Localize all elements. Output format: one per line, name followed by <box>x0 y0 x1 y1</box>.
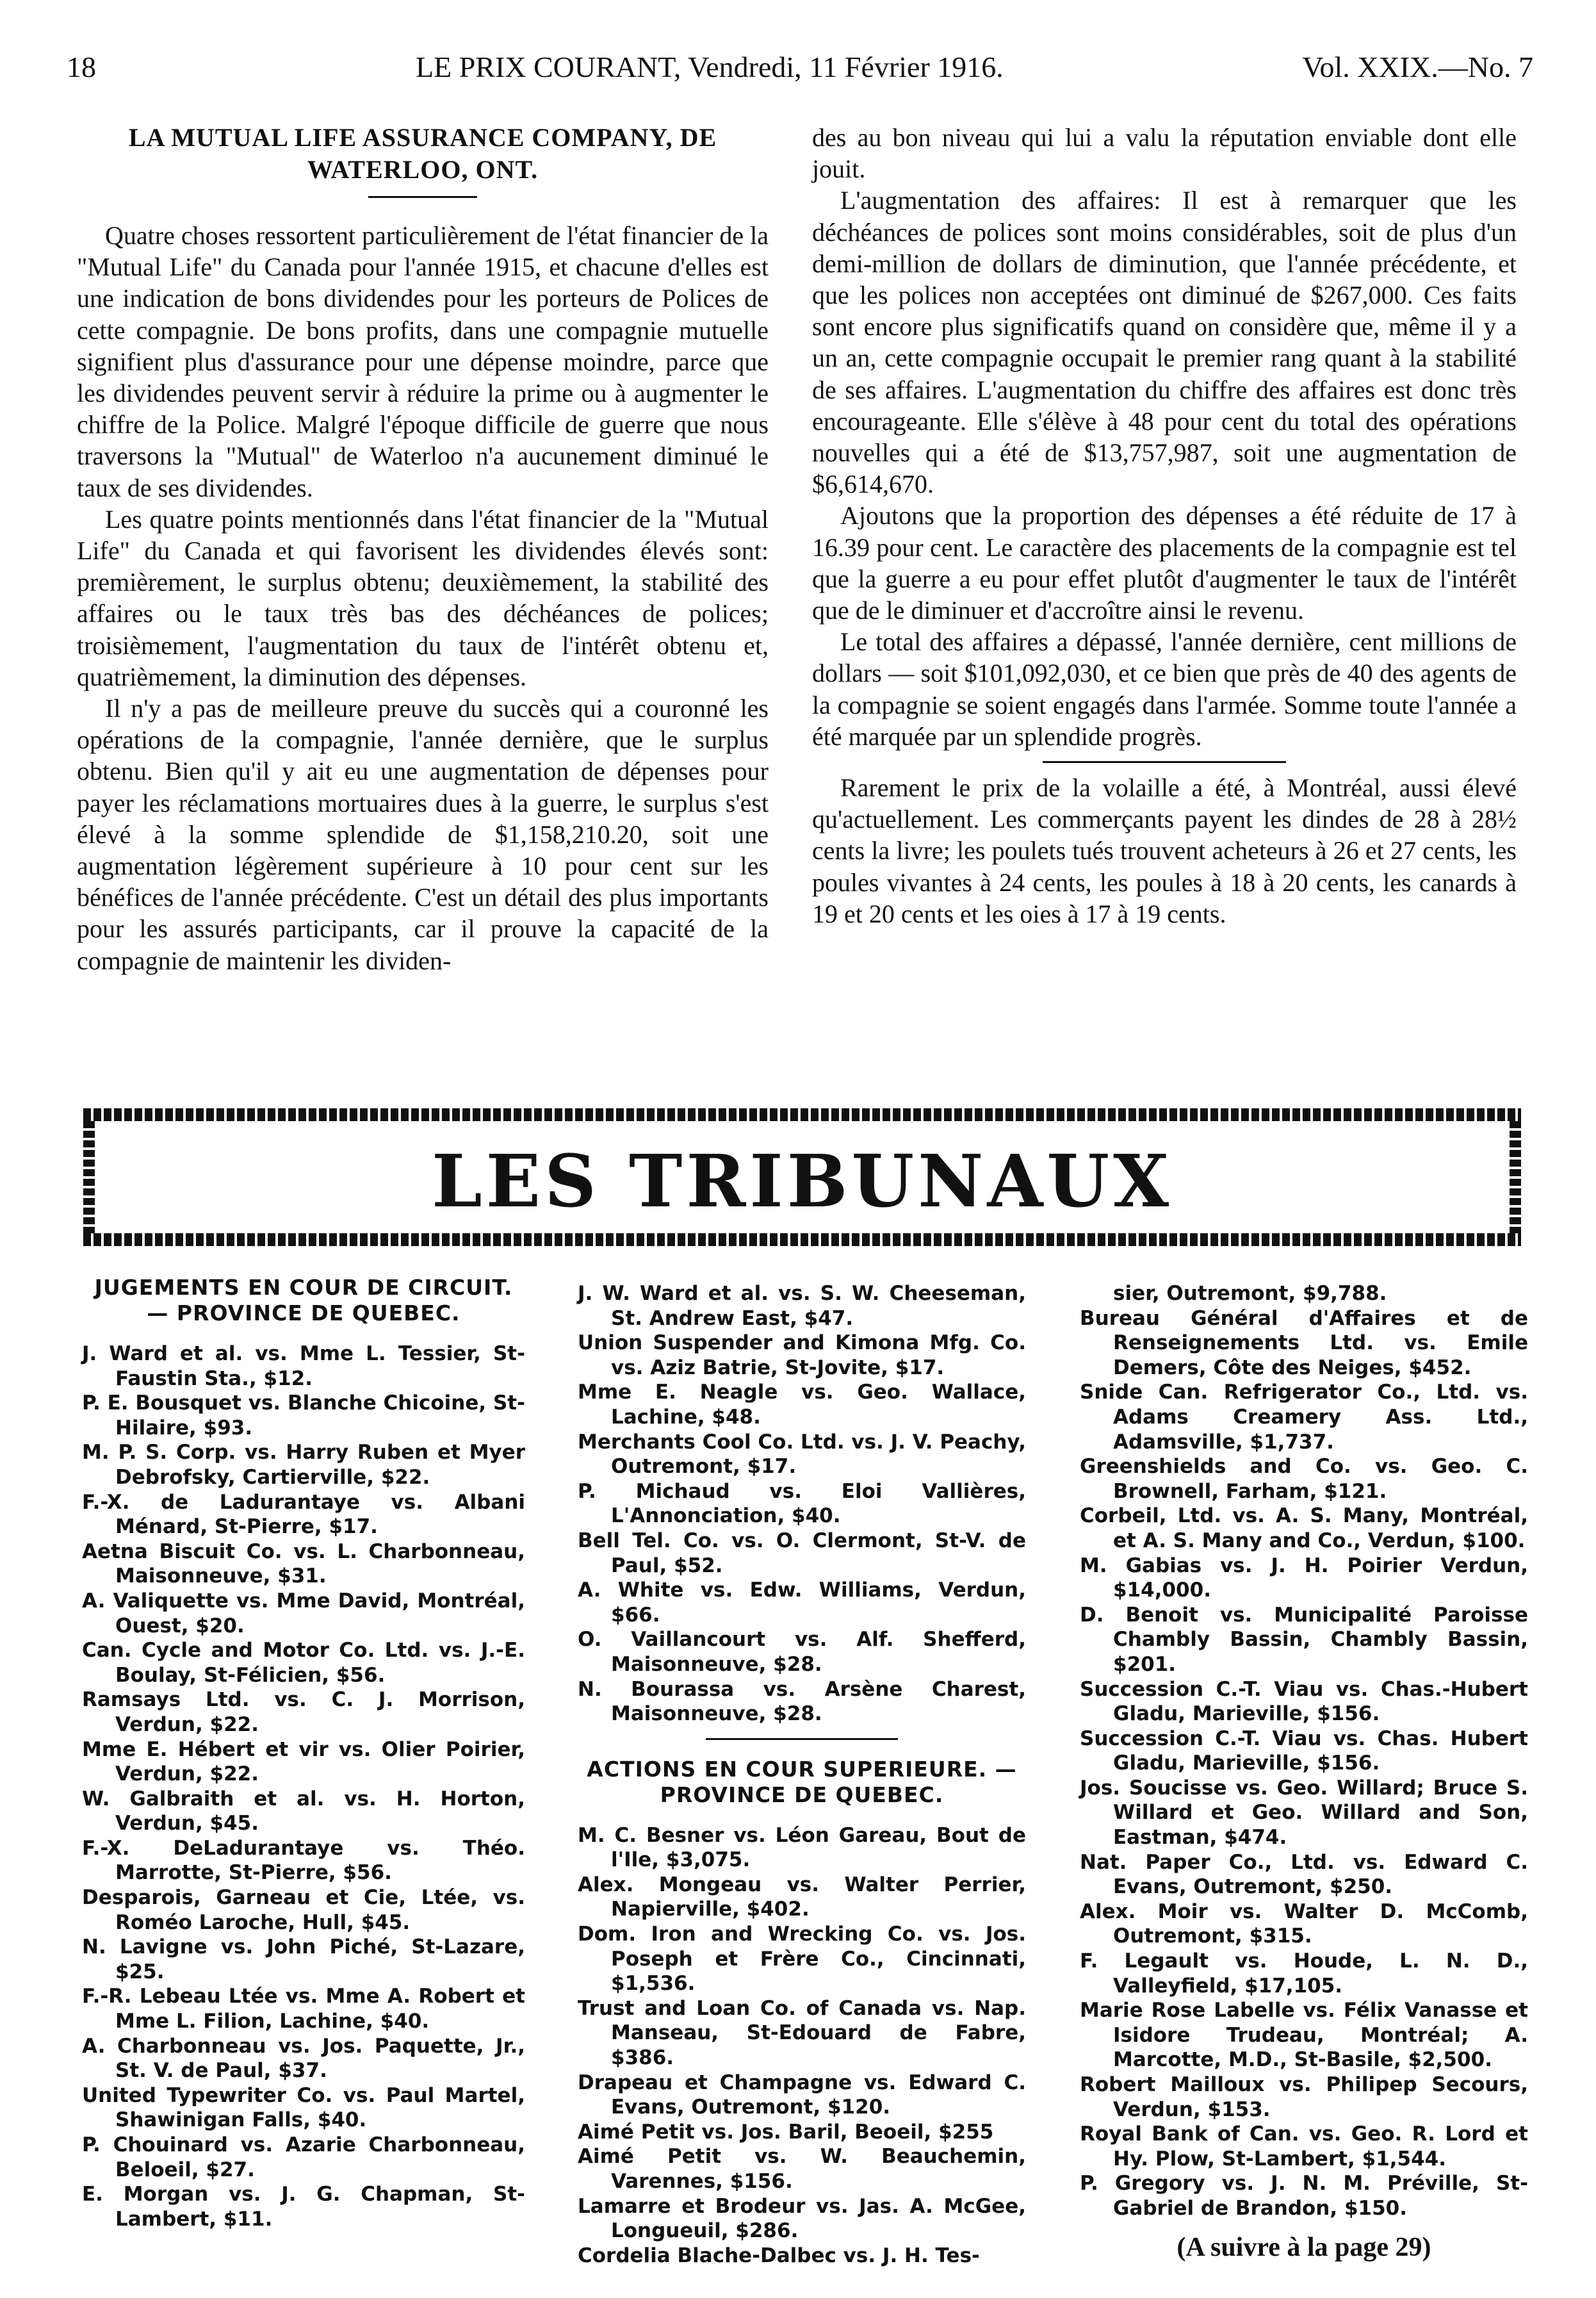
action-entry: Succession C.-T. Viau vs. Chas.-Hubert Gladu, Marieville, $156. <box>1080 1677 1528 1726</box>
action-entry: Drapeau et Champagne vs. Edward C. Evans, Outremont, $120. <box>578 2071 1026 2119</box>
judgment-entry: W. Galbraith et al. vs. H. Horton, Verdun, $45. <box>82 1787 525 1835</box>
action-entry: Lamarre et Brodeur vs. Jas. A. McGee, Longueuil, $286. <box>578 2194 1026 2243</box>
action-entry: Robert Mailloux vs. Philipep Secours, Verdun, $153. <box>1080 2073 1528 2121</box>
judgment-entry: E. Morgan vs. J. G. Chapman, St-Lambert, $11. <box>82 2183 525 2231</box>
judgment-entry: A. White vs. Edw. Williams, Verdun, $66. <box>578 1579 1026 1627</box>
action-entry: M. C. Besner vs. Léon Gareau, Bout de l'Ile, $3,075. <box>578 1823 1026 1872</box>
judgment-entry: Aetna Biscuit Co. vs. L. Charbonneau, Maisonneuve, $31. <box>82 1539 525 1588</box>
action-entry: P. Gregory vs. J. N. M. Préville, St-Gabriel de Brandon, $150. <box>1080 2172 1528 2220</box>
page-header <box>67 50 1533 95</box>
action-entry: Trust and Loan Co. of Canada vs. Nap. Manseau, St-Edouard de Fabre, $386. <box>578 1996 1026 2070</box>
action-entry: Cordelia Blache-Dalbec vs. J. H. Tes- <box>578 2244 980 2267</box>
article-paragraph: Le total des affaires a dépassé, l'année dernière, cent millions de dollars — soit $101,092,030, et ce bien que près de 40 des agents de la compagnie se soient engagés dans l'armée. Somme toute l'année a été marquée par un splendide progrès. <box>812 627 1517 751</box>
action-entry: Greenshields and Co. vs. Geo. C. Brownell, Farham, $121. <box>1080 1455 1528 1503</box>
judgment-entry: P. Michaud vs. Eloi Vallières, L'Annonciation, $40. <box>578 1479 1026 1528</box>
article-continuation: des au bon niveau qui lui a valu la réputation enviable dont elle jouit. <box>812 123 1517 184</box>
judgments-column-1 <box>82 1275 525 2231</box>
judgment-entry: F.-X. DeLadurantaye vs. Théo. Marrotte, St-Pierre, $56. <box>82 1836 525 1885</box>
masthead: LE PRIX COURANT, Vendredi, 11 Février 1916. <box>416 51 1004 83</box>
judgment-entry: P. E. Bousquet vs. Blanche Chicoine, St-Hilaire, $93. <box>82 1391 525 1440</box>
circuit-heading: JUGEMENTS EN COUR DE CIRCUIT. — PROVINCE DE QUEBEC. <box>94 1275 513 1325</box>
article-paragraph: Il n'y a pas de meilleure preuve du succès qui a couronné les opérations de la compagnie, l'année dernière, que le surplus obtenu. Bien qu'il y ait eu une augmentation de dépenses pour payer les réclamations mortuaires dues à la guerre, le surplus s'est élevé à la somme splendide de $1,158,210.20, soit une augmentation légèrement supérieure à 10 pour cent sur les bénéfices de l'année précédente. C'est un détail des plus importants pour les assurés participants, car il prouve la capacité de la compagnie de maintenir les dividen- <box>77 694 769 975</box>
action-entry: Aimé Petit vs. Jos. Baril, Beoeil, $255 <box>578 2120 994 2144</box>
title-rule <box>368 196 477 198</box>
action-entry: M. Gabias vs. J. H. Poirier Verdun, $14,000. <box>1080 1554 1528 1602</box>
action-entry: Dom. Iron and Wrecking Co. vs. Jos. Poseph et Frère Co., Cincinnati, $1,536. <box>578 1923 1026 1996</box>
action-entry: Jos. Soucisse vs. Geo. Willard; Bruce S. Willard et Geo. Willard and Son, Eastman, $474. <box>1080 1776 1528 1850</box>
judgment-entry: Union Suspender and Kimona Mfg. Co. vs. Aziz Batrie, St-Jovite, $17. <box>578 1331 1026 1379</box>
page-number: 18 <box>67 51 96 83</box>
action-entry: Succession C.-T. Viau vs. Chas. Hubert Gladu, Marieville, $156. <box>1080 1727 1528 1775</box>
judgment-entry: Ramsays Ltd. vs. C. J. Morrison, Verdun, $22. <box>82 1688 525 1736</box>
judgment-entry: Can. Cycle and Motor Co. Ltd. vs. J.-E. Boulay, St-Félicien, $56. <box>82 1639 525 1687</box>
article-paragraph: L'augmentation des affaires: Il est à remarquer que les déchéances de polices sont moins considérables, soit de plus d'un demi-million de dollars de diminution, que l'année précédente, et que les polices non acceptées ont diminué de $267,000. Ces faits sont encore plus significatifs quand on considère que, même il y a un an, cette compagnie occupait le premier rang quant à la stabilité de ses affaires. L'augmentation du chiffre des affaires est donc très encourageante. Elle s'élève à 48 pour cent du total des opérations nouvelles qui a été de $13,757,987, soit une augmentation de $6,614,670. <box>812 186 1517 499</box>
judgment-entry: Mme E. Neagle vs. Geo. Wallace, Lachine, $48. <box>578 1381 1026 1429</box>
judgment-entry: F.-X. de Ladurantaye vs. Albani Ménard, St-Pierre, $17. <box>82 1490 525 1539</box>
article-left-column <box>77 122 769 976</box>
judgment-entry: Mme E. Hébert et vir vs. Olier Poirier, Verdun, $22. <box>82 1737 525 1786</box>
action-entry-continuation: sier, Outremont, $9,788. <box>1113 1282 1387 1305</box>
article-paragraph: Les quatre points mentionnés dans l'état financier de la "Mutual Life" du Canada et qui favorisent les dividendes élevés sont: premièrement, le surplus obtenu; deuxièmement, la stabilité des affaires ou le taux très bas des déchéances de polices; troisièmement, l'augmentation du taux de l'intérêt obtenu et, quatrièmement, la diminution des dépenses. <box>77 504 769 691</box>
judgment-entry: A. Valiquette vs. Mme David, Montréal, Ouest, $20. <box>82 1589 525 1637</box>
judgment-entry: M. P. S. Corp. vs. Harry Ruben et Myer Debrofsky, Cartierville, $22. <box>82 1441 525 1489</box>
judgment-entry: N. Bourassa vs. Arsène Charest, Maisonneuve, $28. <box>578 1677 1026 1726</box>
action-entry: Bureau Général d'Affaires et de Renseignements Ltd. vs. Emile Demers, Côte des Neiges, $452. <box>1080 1306 1528 1379</box>
volaille-paragraph: Rarement le prix de la volaille a été, à Montréal, aussi élevé qu'actuellement. Les commerçants payent les dindes de 28 à 28½ cents la livre; les poulets tués trouvent acheteurs à 26 et 27 cents, les poules vivantes à 24 cents, les poules à 18 à 20 cents, les canards à 19 et 20 cents et les oies à 17 à 19 cents. <box>812 773 1517 928</box>
action-entry: Aimé Petit vs. W. Beauchemin, Varennes, $156. <box>578 2145 1026 2193</box>
judgment-entry: Merchants Cool Co. Ltd. vs. J. V. Peachy, Outremont, $17. <box>578 1430 1026 1479</box>
volume-number: Vol. XXIX.—No. 7 <box>1302 51 1533 83</box>
article-paragraph: Ajoutons que la proportion des dépenses a été réduite de 17 à 16.39 pour cent. Le caractère des placements de la compagnie est tel que la guerre a eu pour effet plutôt d'augmenter le taux de l'intérêt que de le diminuer et d'accroître ainsi le revenu. <box>812 501 1517 625</box>
banner-border-top <box>83 1108 1521 1121</box>
article-title: LA MUTUAL LIFE ASSURANCE COMPANY, DE WATERLOO, ONT. <box>128 123 717 184</box>
action-entry: Nat. Paper Co., Ltd. vs. Edward C. Evans, Outremont, $250. <box>1080 1850 1528 1899</box>
judgment-entry: F.-R. Lebeau Ltée vs. Mme A. Robert et Mme L. Filion, Lachine, $40. <box>82 1985 525 2033</box>
action-entry: Alex. Moir vs. Walter D. McComb, Outremont, $315. <box>1080 1900 1528 1948</box>
judgment-entry: Bell Tel. Co. vs. O. Clermont, St-V. de Paul, $52. <box>578 1529 1026 1577</box>
tribunaux-title: LES TRIBUNAUX <box>432 1140 1173 1224</box>
judgment-entry: P. Chouinard vs. Azarie Charbonneau, Beloeil, $27. <box>82 2133 525 2181</box>
tribunaux-banner <box>83 1108 1521 1246</box>
judgments-column-2 <box>578 1281 1026 2268</box>
action-entry: Corbeil, Ltd. vs. A. S. Many, Montréal, et A. S. Many and Co., Verdun, $100. <box>1080 1504 1528 1552</box>
judgment-entry: A. Charbonneau vs. Jos. Paquette, Jr., St. V. de Paul, $37. <box>82 2034 525 2083</box>
action-entry: F. Legault vs. Houde, L. N. D., Valleyfield, $17,105. <box>1080 1949 1528 1998</box>
article-paragraph: Quatre choses ressortent particulièrement de l'état financier de la "Mutual Life" du Canada pour l'année 1915, et chacune d'elles est une indication de bons dividendes pour les porteurs de Polices de cette compagnie. De bons profits, dans une compagnie mutuelle signifient plus d'assurance pour une dépense moindre, parce que les dividendes peuvent servir à réduire la prime ou à augmenter le chiffre de la Police. Malgré l'époque difficile de guerre que nous traversons la "Mutual" de Waterloo n'a aucunement diminué le taux de ses dividendes. <box>77 221 769 502</box>
action-entry: Snide Can. Refrigerator Co., Ltd. vs. Adams Creamery Ass. Ltd., Adamsville, $1,737. <box>1080 1381 1528 1454</box>
superieure-heading: ACTIONS EN COUR SUPERIEURE. — PROVINCE DE QUEBEC. <box>587 1756 1017 1807</box>
section-rule <box>1043 761 1286 763</box>
judgment-entry: O. Vaillancourt vs. Alf. Shefferd, Maisonneuve, $28. <box>578 1628 1026 1676</box>
banner-border-bottom <box>83 1233 1521 1246</box>
action-entry: Royal Bank of Can. vs. Geo. R. Lord et Hy. Plow, St-Lambert, $1,544. <box>1080 2122 1528 2171</box>
action-entry: Marie Rose Labelle vs. Félix Vanasse et Isidore Trudeau, Montréal; A. Marcotte, M.D., St-Basile, $2,500. <box>1080 1999 1528 2072</box>
judgment-entry: United Typewriter Co. vs. Paul Martel, Shawinigan Falls, $40. <box>82 2083 525 2132</box>
action-entry: Alex. Mongeau vs. Walter Perrier, Napierville, $402. <box>578 1873 1026 1921</box>
article-right-column <box>812 122 1517 930</box>
judgment-entry: Desparois, Garneau et Cie, Ltée, vs. Roméo Laroche, Hull, $45. <box>82 1886 525 1934</box>
continued-note: (A suivre à la page 29) <box>1177 2232 1431 2262</box>
judgment-entry: J. Ward et al. vs. Mme L. Tessier, St-Faustin Sta., $12. <box>82 1342 525 1390</box>
judgments-column-3 <box>1080 1281 1528 2260</box>
action-entry: D. Benoit vs. Municipalité Paroisse Chambly Bassin, Chambly Bassin, $201. <box>1080 1603 1528 1676</box>
judgment-entry: J. W. Ward et al. vs. S. W. Cheeseman, St. Andrew East, $47. <box>578 1282 1026 1330</box>
section-rule <box>706 1738 898 1740</box>
judgment-entry: N. Lavigne vs. John Piché, St-Lazare, $25. <box>82 1935 525 1983</box>
